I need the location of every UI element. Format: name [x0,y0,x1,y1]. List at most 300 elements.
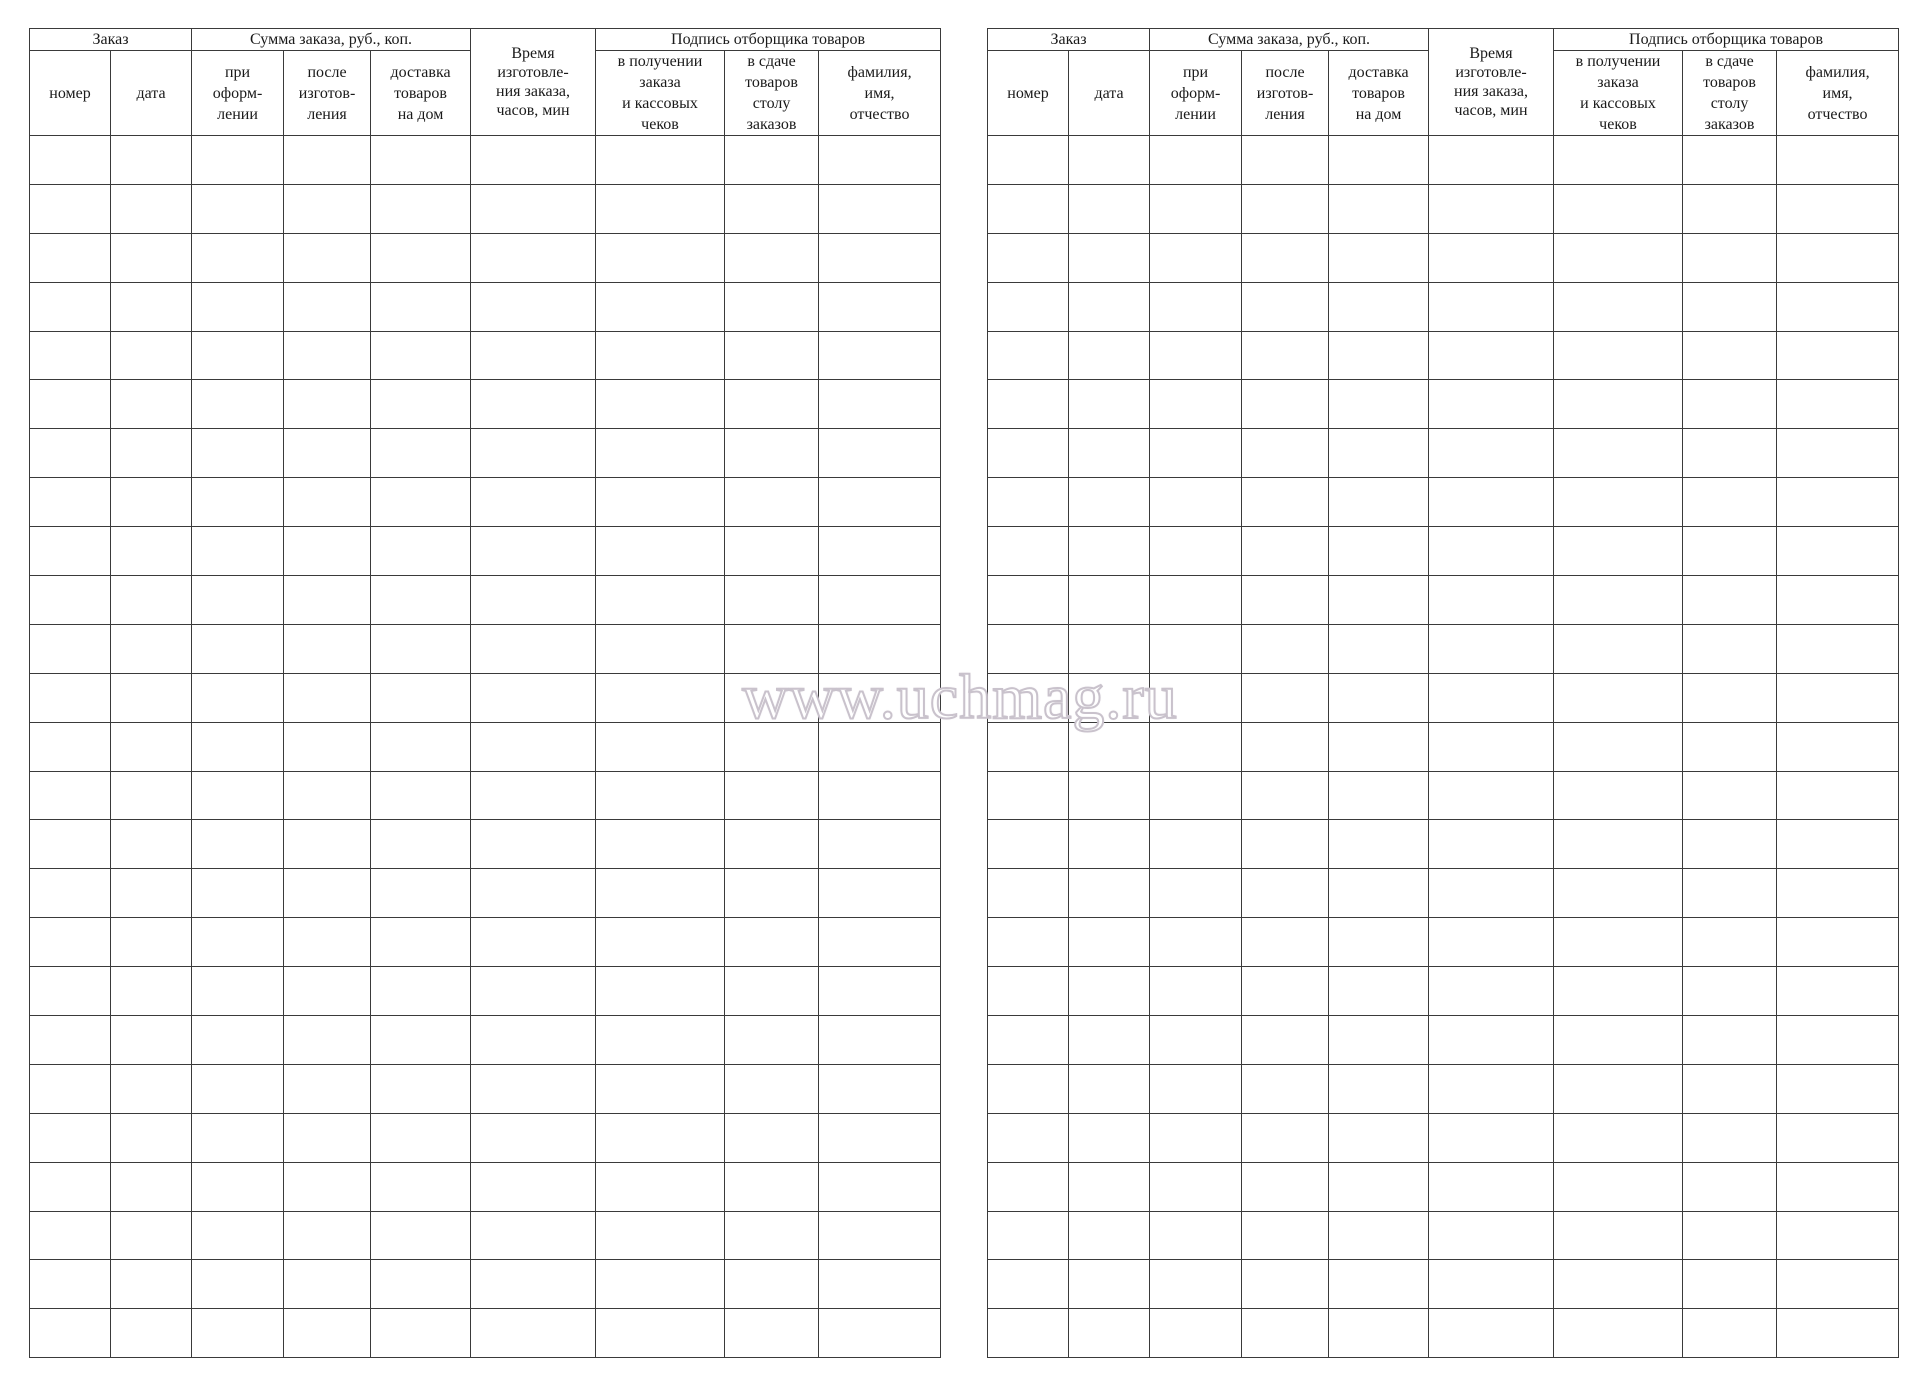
empty-cell [471,967,596,1016]
empty-cell [30,576,111,625]
empty-cell [1242,478,1329,527]
header-receiving: в получении заказа и кассовых чеков [596,51,725,136]
empty-cell [1242,1309,1329,1358]
empty-cell [988,820,1069,869]
empty-cell [111,820,192,869]
empty-cell [1429,1064,1554,1113]
empty-cell [1683,1064,1777,1113]
empty-cell [1069,527,1150,576]
empty-cell [1150,722,1242,771]
empty-cell [111,233,192,282]
empty-cell [1554,771,1683,820]
empty-cell [725,380,819,429]
header-number: номер [30,51,111,136]
empty-cell [471,233,596,282]
empty-cell [1683,869,1777,918]
empty-cell [1242,527,1329,576]
empty-cell [819,1260,941,1309]
empty-cell [284,1162,371,1211]
empty-cell [284,1113,371,1162]
empty-cell [1329,1113,1429,1162]
empty-cell [30,1113,111,1162]
empty-cell [111,136,192,185]
table-row [30,918,941,967]
empty-cell [30,233,111,282]
empty-cell [30,1211,111,1260]
empty-cell [596,1162,725,1211]
empty-cell [819,624,941,673]
empty-cell [1242,771,1329,820]
empty-cell [1683,624,1777,673]
empty-cell [1554,1211,1683,1260]
empty-cell [1329,331,1429,380]
empty-cell [988,478,1069,527]
empty-cell [284,429,371,478]
empty-cell [1777,624,1899,673]
table-row [30,722,941,771]
empty-cell [192,233,284,282]
table-row [30,869,941,918]
table-row [30,331,941,380]
empty-cell [725,576,819,625]
empty-cell [1683,820,1777,869]
empty-cell [819,429,941,478]
empty-cell [725,967,819,1016]
empty-cell [192,967,284,1016]
empty-cell [988,1113,1069,1162]
right-page [987,28,1898,1358]
empty-cell [1329,1016,1429,1065]
empty-cell [1069,429,1150,478]
empty-cell [30,771,111,820]
empty-cell [371,918,471,967]
table-row [988,380,1899,429]
empty-cell [1069,771,1150,820]
empty-cell [819,869,941,918]
empty-cell [192,820,284,869]
header-at-registration: при оформ- лении [192,51,284,136]
empty-cell [725,527,819,576]
empty-cell [471,576,596,625]
empty-cell [1150,184,1242,233]
empty-cell [1329,184,1429,233]
empty-cell [819,967,941,1016]
empty-cell [1069,1309,1150,1358]
empty-cell [596,527,725,576]
empty-cell [1683,576,1777,625]
empty-cell [192,1016,284,1065]
empty-cell [371,184,471,233]
empty-cell [1777,918,1899,967]
empty-cell [1429,380,1554,429]
empty-cell [30,967,111,1016]
table-row [30,1016,941,1065]
header-full-name: фамилия, имя, отчество [819,51,941,136]
empty-cell [988,527,1069,576]
empty-cell [371,1260,471,1309]
empty-cell [819,331,941,380]
empty-cell [819,282,941,331]
empty-cell [988,380,1069,429]
table-row [30,673,941,722]
empty-cell [371,282,471,331]
empty-cell [30,918,111,967]
empty-cell [1329,1211,1429,1260]
empty-cell [1069,136,1150,185]
table-row [30,282,941,331]
empty-cell [111,576,192,625]
header-number: номер [988,51,1069,136]
empty-cell [371,478,471,527]
empty-cell [111,331,192,380]
empty-cell [1683,673,1777,722]
empty-cell [1150,820,1242,869]
empty-cell [284,722,371,771]
empty-cell [819,1309,941,1358]
table-row [30,771,941,820]
empty-cell [1683,771,1777,820]
table-row [30,624,941,673]
watermark: www.uchmag.ru [742,661,1178,732]
empty-cell [988,967,1069,1016]
empty-cell [192,478,284,527]
empty-cell [1554,527,1683,576]
empty-cell [471,1016,596,1065]
empty-cell [988,869,1069,918]
empty-cell [1683,429,1777,478]
empty-cell [1554,576,1683,625]
empty-cell [1150,918,1242,967]
empty-cell [988,624,1069,673]
empty-cell [1429,233,1554,282]
empty-cell [988,331,1069,380]
empty-cell [30,136,111,185]
empty-cell [371,527,471,576]
header-full-name: фамилия, имя, отчество [1777,51,1899,136]
empty-cell [471,1260,596,1309]
empty-cell [988,233,1069,282]
empty-cell [1683,722,1777,771]
table-row [988,576,1899,625]
empty-cell [1429,820,1554,869]
empty-cell [819,380,941,429]
empty-cell [111,380,192,429]
empty-cell [1683,136,1777,185]
empty-cell [1777,233,1899,282]
empty-cell [1429,869,1554,918]
table-row [988,136,1899,185]
empty-cell [111,1064,192,1113]
empty-cell [596,1064,725,1113]
empty-cell [596,380,725,429]
empty-cell [725,869,819,918]
empty-cell [471,1113,596,1162]
empty-cell [1150,1211,1242,1260]
empty-cell [284,233,371,282]
empty-cell [596,429,725,478]
empty-cell [1329,967,1429,1016]
empty-cell [1329,136,1429,185]
empty-cell [1429,136,1554,185]
empty-cell [1329,918,1429,967]
empty-cell [1242,869,1329,918]
table-row [988,429,1899,478]
table-row [988,1260,1899,1309]
empty-cell [284,967,371,1016]
empty-cell [819,527,941,576]
empty-cell [1242,967,1329,1016]
empty-cell [1777,429,1899,478]
empty-cell [596,576,725,625]
empty-cell [988,136,1069,185]
empty-cell [725,184,819,233]
empty-cell [1683,918,1777,967]
empty-cell [1150,967,1242,1016]
empty-cell [1683,1016,1777,1065]
table-row [30,1113,941,1162]
empty-cell [819,1113,941,1162]
empty-cell [111,771,192,820]
empty-cell [471,820,596,869]
empty-cell [471,1162,596,1211]
header-making-time: Время изготовле- ния заказа, часов, мин [471,29,596,136]
empty-cell [1777,1016,1899,1065]
empty-cell [1069,869,1150,918]
empty-cell [1069,624,1150,673]
empty-cell [471,136,596,185]
empty-cell [371,1113,471,1162]
empty-cell [371,771,471,820]
empty-cell [819,1016,941,1065]
empty-cell [1429,429,1554,478]
empty-cell [1429,184,1554,233]
empty-cell [30,478,111,527]
empty-cell [1329,1162,1429,1211]
empty-cell [284,331,371,380]
empty-cell [111,429,192,478]
empty-cell [1242,820,1329,869]
empty-cell [1150,527,1242,576]
empty-cell [1683,184,1777,233]
header-order: Заказ [988,29,1150,51]
empty-cell [819,136,941,185]
empty-cell [371,429,471,478]
order-ledger-table-right [987,28,1899,1358]
empty-cell [1150,673,1242,722]
empty-cell [1683,1309,1777,1358]
order-ledger-table-left [29,28,941,1358]
empty-cell [1242,576,1329,625]
empty-cell [725,771,819,820]
empty-cell [1777,136,1899,185]
empty-cell [1683,527,1777,576]
empty-cell [471,722,596,771]
empty-cell [471,282,596,331]
empty-cell [1554,380,1683,429]
empty-cell [725,673,819,722]
empty-cell [1554,1064,1683,1113]
empty-cell [1429,331,1554,380]
empty-cell [1777,1064,1899,1113]
empty-cell [1150,1260,1242,1309]
empty-cell [1329,1064,1429,1113]
empty-cell [1242,184,1329,233]
empty-cell [725,1260,819,1309]
empty-cell [1683,233,1777,282]
empty-cell [596,1211,725,1260]
empty-cell [988,576,1069,625]
header-home-delivery: доставка товаров на дом [1329,51,1429,136]
empty-cell [1242,136,1329,185]
empty-cell [725,478,819,527]
empty-cell [596,1309,725,1358]
empty-cell [1429,282,1554,331]
table-row [988,624,1899,673]
empty-cell [596,331,725,380]
empty-cell [1329,576,1429,625]
empty-cell [1069,1260,1150,1309]
empty-cell [1554,918,1683,967]
table-row [30,1211,941,1260]
empty-cell [111,478,192,527]
empty-cell [988,673,1069,722]
empty-cell [1069,1211,1150,1260]
header-date: дата [111,51,192,136]
empty-cell [192,869,284,918]
empty-cell [1329,673,1429,722]
empty-cell [1150,331,1242,380]
empty-cell [596,282,725,331]
empty-cell [1554,1016,1683,1065]
empty-cell [371,1211,471,1260]
empty-cell [596,820,725,869]
empty-cell [819,771,941,820]
empty-cell [819,820,941,869]
left-page [29,28,940,1358]
empty-cell [1069,282,1150,331]
table-row [30,820,941,869]
header-handover: в сдаче товаров столу заказов [1683,51,1777,136]
header-date: дата [1069,51,1150,136]
empty-cell [371,331,471,380]
empty-cell [1150,576,1242,625]
empty-cell [111,184,192,233]
empty-cell [111,527,192,576]
empty-cell [725,1211,819,1260]
empty-cell [30,624,111,673]
empty-cell [1069,820,1150,869]
empty-cell [725,918,819,967]
empty-cell [30,184,111,233]
empty-cell [596,918,725,967]
empty-cell [471,1211,596,1260]
empty-cell [819,673,941,722]
table-row [988,1211,1899,1260]
empty-cell [284,1211,371,1260]
empty-cell [192,722,284,771]
empty-cell [284,869,371,918]
empty-cell [1069,1162,1150,1211]
empty-cell [1150,771,1242,820]
empty-cell [111,1162,192,1211]
empty-cell [192,1309,284,1358]
empty-cell [1429,1016,1554,1065]
empty-cell [1554,869,1683,918]
empty-cell [819,576,941,625]
empty-cell [192,184,284,233]
empty-cell [1554,282,1683,331]
empty-cell [471,380,596,429]
empty-cell [596,722,725,771]
empty-cell [988,918,1069,967]
empty-cell [725,1309,819,1358]
empty-cell [819,233,941,282]
empty-cell [596,967,725,1016]
empty-cell [1777,1309,1899,1358]
empty-cell [1429,771,1554,820]
empty-cell [284,1016,371,1065]
empty-cell [988,1211,1069,1260]
empty-cell [725,233,819,282]
empty-cell [471,1064,596,1113]
empty-cell [1329,820,1429,869]
empty-cell [1242,1162,1329,1211]
table-row [988,1162,1899,1211]
empty-cell [284,771,371,820]
empty-cell [1777,576,1899,625]
empty-cell [596,673,725,722]
empty-cell [725,1113,819,1162]
empty-cell [1069,967,1150,1016]
empty-cell [1683,1162,1777,1211]
empty-cell [1554,184,1683,233]
header-making-time: Время изготовле- ния заказа, часов, мин [1429,29,1554,136]
empty-cell [1777,184,1899,233]
empty-cell [1329,527,1429,576]
empty-cell [471,527,596,576]
empty-cell [1554,1260,1683,1309]
empty-cell [1150,1113,1242,1162]
empty-cell [371,380,471,429]
empty-cell [1242,233,1329,282]
empty-cell [111,722,192,771]
empty-cell [725,1016,819,1065]
empty-cell [371,820,471,869]
empty-cell [988,1309,1069,1358]
empty-cell [1777,1113,1899,1162]
empty-cell [1683,478,1777,527]
empty-cell [1683,1113,1777,1162]
empty-cell [1683,967,1777,1016]
empty-cell [596,1260,725,1309]
empty-cell [819,1064,941,1113]
empty-cell [1069,1113,1150,1162]
empty-cell [1554,1309,1683,1358]
empty-cell [725,1064,819,1113]
empty-cell [1777,869,1899,918]
empty-cell [192,527,284,576]
empty-cell [1069,673,1150,722]
empty-cell [1554,722,1683,771]
empty-cell [725,136,819,185]
table-row [30,1162,941,1211]
empty-cell [1429,967,1554,1016]
table-row [988,869,1899,918]
table-row [30,380,941,429]
empty-cell [596,869,725,918]
empty-cell [1069,576,1150,625]
empty-cell [1242,722,1329,771]
